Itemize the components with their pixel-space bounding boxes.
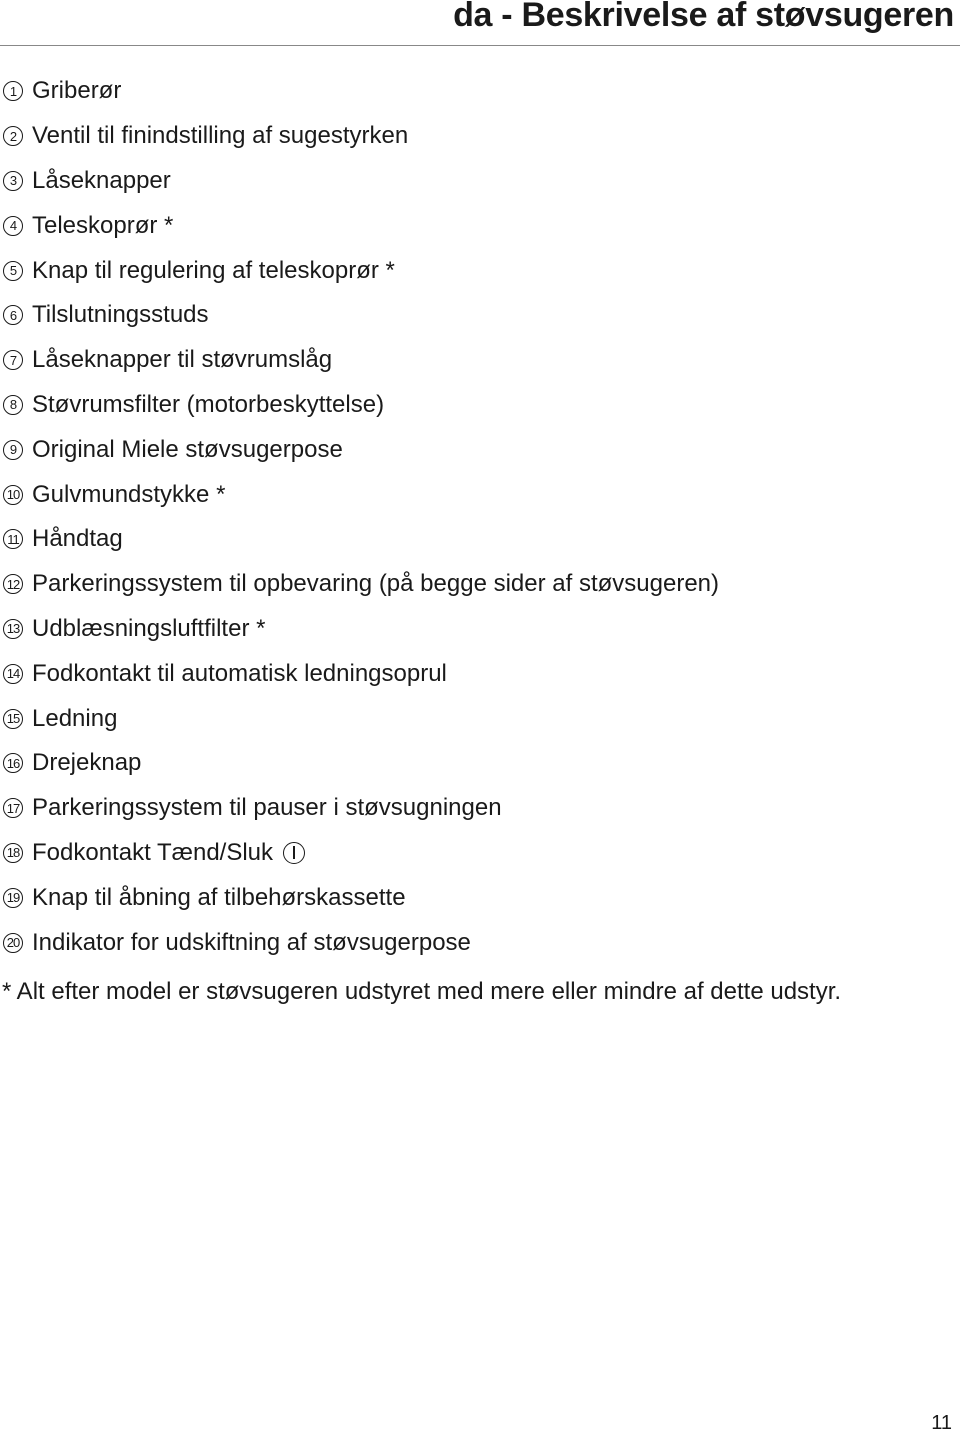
item-label: Låseknapper til støvrumslåg (32, 346, 333, 374)
page-header-title: da - Beskrivelse af støvsugeren (453, 0, 954, 34)
item-number-badge: 6 (3, 305, 23, 325)
item-number-badge: 11 (3, 529, 23, 549)
page-number: 11 (931, 1412, 952, 1434)
parts-list (0, 69, 719, 965)
item-number-badge: 17 (3, 798, 23, 818)
list-item (0, 159, 719, 204)
item-number-badge: 10 (3, 485, 23, 505)
list-item (0, 875, 719, 920)
item-label: Låseknapper (32, 166, 171, 194)
list-item (0, 248, 719, 293)
item-number-badge: 5 (3, 261, 23, 281)
list-item (0, 203, 719, 248)
item-number-badge: 13 (3, 619, 23, 639)
list-item (0, 831, 719, 876)
item-label: Drejeknap (32, 749, 142, 777)
item-number-badge: 15 (3, 709, 23, 729)
item-label: Ledning (32, 704, 118, 732)
item-label: Knap til åbning af tilbehørskassette (32, 883, 406, 911)
list-item (0, 696, 719, 741)
item-label: Griberør (32, 77, 122, 105)
list-item (0, 920, 719, 965)
list-item (0, 651, 719, 696)
footnote: * Alt efter model er støvsugeren udstyret med mere eller mindre af dette udstyr. (2, 978, 842, 1005)
list-item (0, 517, 719, 562)
list-item (0, 69, 719, 114)
item-number-badge: 20 (3, 933, 23, 953)
header-divider (0, 45, 960, 46)
list-item (0, 741, 719, 786)
list-item (0, 472, 719, 517)
item-label: Indikator for udskiftning af støvsugerpose (32, 928, 471, 956)
list-item (0, 338, 719, 383)
item-label: Knap til regulering af teleskoprør * (32, 256, 395, 284)
item-label: Ventil til finindstilling af sugestyrken (32, 122, 409, 150)
list-item (0, 786, 719, 831)
list-item (0, 114, 719, 159)
item-label: Teleskoprør * (32, 211, 174, 239)
item-label: Fodkontakt til automatisk ledningsoprul (32, 659, 447, 687)
item-label: Original Miele støvsugerpose (32, 435, 343, 463)
item-label: Støvrumsfilter (motorbeskyttelse) (32, 390, 385, 418)
item-number-badge: 9 (3, 440, 23, 460)
list-item (0, 293, 719, 338)
item-number-badge: 8 (3, 395, 23, 415)
list-item (0, 562, 719, 607)
item-label: Parkeringssystem til opbevaring (på begge sider af støvsugeren) (32, 570, 719, 598)
item-number-badge: 14 (3, 664, 23, 684)
item-label: Håndtag (32, 525, 123, 553)
power-icon (283, 842, 305, 864)
item-number-badge: 2 (3, 126, 23, 146)
list-item (0, 607, 719, 652)
item-number-badge: 3 (3, 171, 23, 191)
item-number-badge: 16 (3, 753, 23, 773)
item-number-badge: 19 (3, 888, 23, 908)
item-label: Tilslutningsstuds (32, 301, 209, 329)
item-number-badge: 1 (3, 81, 23, 101)
list-item (0, 427, 719, 472)
item-number-badge: 4 (3, 216, 23, 236)
item-label: Gulvmundstykke * (32, 480, 226, 508)
list-item (0, 383, 719, 428)
item-number-badge: 12 (3, 574, 23, 594)
item-number-badge: 7 (3, 350, 23, 370)
item-label: Fodkontakt Tænd/Sluk (32, 838, 274, 866)
item-number-badge: 18 (3, 843, 23, 863)
item-label: Udblæsningsluftfilter * (32, 614, 266, 642)
item-label: Parkeringssystem til pauser i støvsugningen (32, 794, 502, 822)
